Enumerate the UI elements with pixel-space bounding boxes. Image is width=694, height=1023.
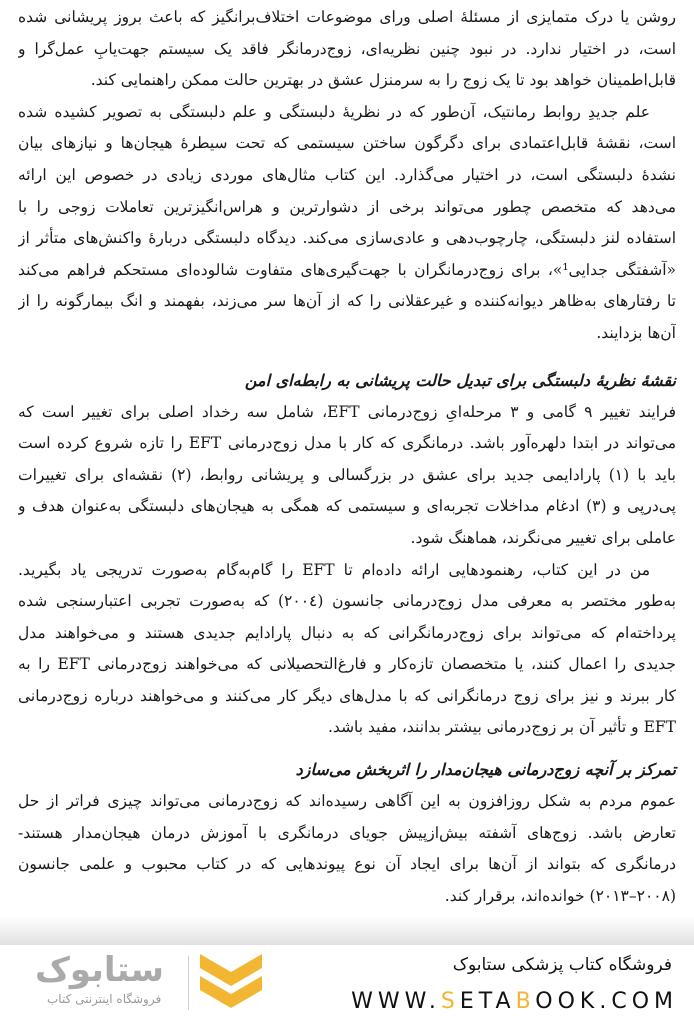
text-line: روشن یا درک متمایزی از مسئلهٔ اصلی ورای موضوعات اختلاف‌برانگیز که باعث بروز پریشانی شده bbox=[18, 8, 676, 26]
text-line: علم جدیدِ روابط رمانتیک، آن‌طور که در نظریهٔ دلبستگی و علم دلبستگی به تصویر کشیده شده bbox=[18, 102, 650, 121]
watermark-footer bbox=[0, 945, 694, 1023]
text-line: پی‌درپی و (۳) ادغام مداخلات تجربه‌ای و سیستمی که همگی به هیجان‌های دلبستگی به‌عنوان هدف و bbox=[18, 497, 676, 516]
paragraph bbox=[18, 97, 676, 350]
text-line: نشدهٔ دلبستگی است، در اختیار می‌گذارد. این کتاب مثال‌های موردی زیادی در خصوص این ارائه bbox=[18, 165, 676, 184]
logo-wordmark: ستابوک bbox=[35, 950, 164, 990]
paragraph bbox=[18, 2, 676, 97]
logo-subtitle: فروشگاه اینترنتی کتاب bbox=[47, 992, 162, 1006]
section-heading: نقشهٔ نظریهٔ دلبستگی برای تبدیل حالت پریشانی به رابطه‌ای امن bbox=[244, 370, 676, 390]
store-url[interactable] bbox=[351, 989, 678, 1014]
text-line: جدیدی را اعمال کنند، یا متخصصان تازه‌کار و فارغ‌التحصیلانی که می‌خواهند زوج‌درمانی EFT را به bbox=[18, 655, 676, 674]
text-line: «آشفتگی جدایی¹»، برای زوج‌درمانگران با جهت‌گیری‌های متفاوت شالوده‌ای مستحکم فراهم می‌کند bbox=[18, 260, 676, 279]
paragraph bbox=[18, 555, 676, 745]
paragraph bbox=[18, 397, 676, 555]
url-part: OOK.COM bbox=[535, 989, 678, 1014]
url-part: B bbox=[515, 989, 536, 1014]
page-content bbox=[18, 2, 676, 912]
text-line: می‌دهد که متخصص چطور می‌تواند برخی از دشوارترین و هراس‌انگیزترین تعاملات زوجی را با bbox=[18, 197, 676, 216]
setabook-logo bbox=[35, 950, 265, 1016]
text-line: من در این کتاب، رهنمودهایی ارائه داده‌ام تا EFT را گام‌به‌گام به‌صورت تدریجی یاد بگیرید. bbox=[18, 560, 650, 579]
text-line: استفاده لنز دلبستگی، چارچوب‌دهی و عادی‌سازی می‌کند. دیدگاه دلبستگی دربارهٔ واکنش‌های متأثر از bbox=[18, 229, 676, 248]
paragraph bbox=[18, 786, 676, 912]
section-heading: تمرکز بر آنچه زوج‌درمانی هیجان‌مدار را اثربخش می‌سازد bbox=[295, 760, 676, 780]
text-line: (۲۰۰۸–۲۰۱۳) خوانده‌اند، برقرار کند. bbox=[444, 886, 676, 905]
text-line: به‌طور مختصر به معرفی مدل زوج‌درمانی جانسون (۲۰۰٤) که به‌صورت تجربی اعتبارسنجی شده bbox=[18, 592, 676, 611]
text-line: تعارض باشد. زوج‌های آشفته بیش‌ازپیش جویای درمانگری با آموزش درمان هیجان‌مدار هستند- bbox=[18, 823, 676, 842]
store-name: فروشگاه کتاب پزشکی ستابوک bbox=[452, 955, 672, 975]
text-line: درمانگری که بتواند از آن‌ها برای ایجاد آن نوع پیوندهایی که در کتاب محبوب و علمی جانسون bbox=[18, 855, 676, 874]
text-line: عاملی برای تغییر می‌نگرند، هماهنگ شود. bbox=[410, 528, 676, 547]
text-line: EFT و تأثیر آن بر زوج‌درمانی بیشتر بدانند، مفید باشد. bbox=[328, 718, 676, 737]
url-part: S bbox=[440, 989, 460, 1014]
text-line: عموم مردم به شکل روزافزون به این آگاهی رسیده‌اند که زوج‌درمانی می‌تواند چیزی فراتر از حل bbox=[18, 792, 676, 811]
url-part: WWW. bbox=[351, 989, 441, 1014]
text-line: آن‌ها بزدایند. bbox=[596, 323, 676, 342]
text-line: پرداخته‌ام که می‌تواند برای زوج‌درمانگرانی که به دنبال پارادایم جدیدی هستند و می‌خواهند مدل bbox=[18, 623, 676, 642]
text-line: فرایند تغییر ۹ گامی و ۳ مرحله‌ایِ زوج‌درمانی EFT، شامل سه رخداد اصلی برای تغییر است که bbox=[18, 402, 676, 421]
text-line: کار ببرند و نیز برای زوج درمانگرانی که با مدل‌های دیگر کار می‌کنند و می‌خواهند درباره زوج‌درمانی bbox=[18, 686, 676, 705]
text-line: تا رفتارهای به‌ظاهر دیوانه‌کننده و غیرعقلانی را که از آن‌ها سر می‌زند، بفهمند و انگ بیمارگونه را از bbox=[18, 292, 676, 311]
url-part: ETA bbox=[459, 989, 516, 1014]
text-line: باید با (۱) پارادایمی جدید برای عشق در بزرگسالی و پریشانی روابط، (۲) نقشه‌ای برای تغییرات bbox=[18, 465, 676, 484]
footer-shadow bbox=[0, 916, 694, 945]
text-line: می‌تواند در ابتدا دلهره‌آور باشد. درمانگری که کار با مدل زوج‌درمانی EFT را تازه شروع کرده است bbox=[18, 434, 676, 453]
text-line: است، نقشهٔ قابل‌اعتمادی برای دگرگون ساختن سیستمی که تحت سیطرهٔ هیجان‌ها و نیازهای بیان bbox=[18, 134, 676, 153]
logo-divider bbox=[188, 956, 189, 1010]
text-line: قابل‌اطمینان خواهد بود تا یک زوج را به سرمنزل عشق در بهترین حالت ممکن راهنمایی کند. bbox=[90, 71, 676, 90]
text-line: است، در اختیار ندارد. در نبود چنین نظریه‌ای، زوج‌درمانگر فاقد یک سیستم جهت‌یابِ عمل‌گرا و bbox=[18, 39, 676, 58]
chevron-logo-icon bbox=[200, 954, 262, 1012]
